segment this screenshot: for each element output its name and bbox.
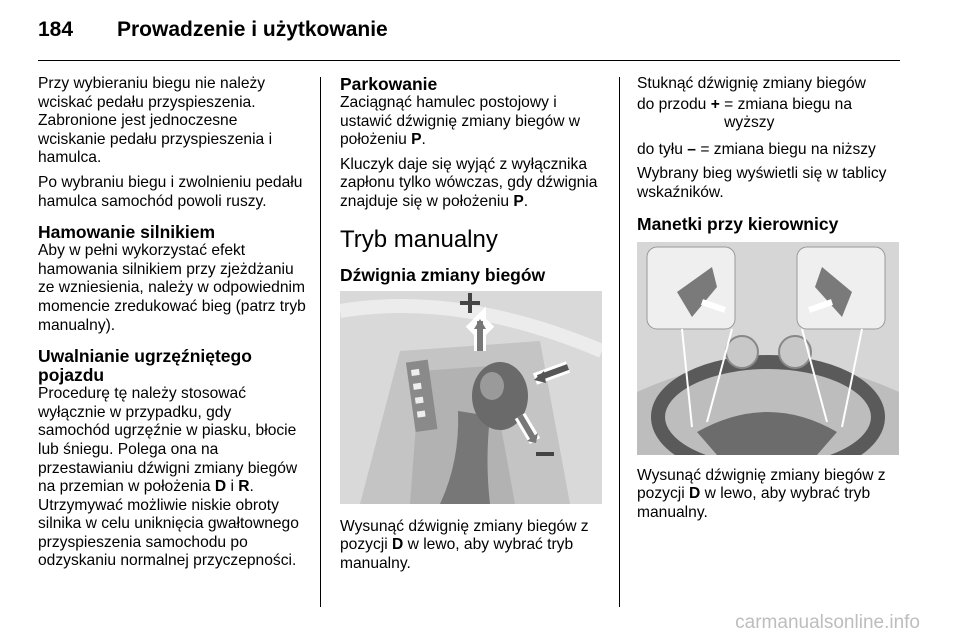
- paragraph-gear-selection: Przy wybieraniu biegu nie należy wciskać pedału przyspieszenia. Zabronione jest jednoczesne wciskanie pedału przyspieszenia i hamulca.: [38, 75, 273, 167]
- watermark: carmanualsonline.info: [735, 612, 920, 633]
- paddles-caption: Wysunąć dźwignię zmiany biegów z pozycji D w lewo, aby wybrać tryb manualny.: [637, 466, 886, 521]
- display-text: Wybrany bieg wyświetli się w tablicy wskaźników.: [637, 165, 887, 201]
- rocking-text: Procedurę tę należy stosować wyłącznie w przypadku, gdy samochód ugrzęźnie w piasku, błocie lub śniegu. Polega ona na przestawianiu dźwigni zmiany biegów na przemian w położenia D i R. Utrzymywać możliwie niskie obroty silnika w celu uniknięcia gwałtownego przyspieszenia samochodu po odzyskaniu normalnej przyczepności.: [38, 385, 299, 570]
- upshift-result: = zmiana biegu na wyższy: [724, 95, 853, 132]
- key-text: Kluczyk daje się wyjąć z wyłącznika zapłonu tylko wówczas, gdy dźwignia znajduje się w położeniu P.: [340, 155, 598, 210]
- rocking-heading: Uwalnianie ugrzęźniętego pojazdu: [38, 346, 252, 386]
- paragraph-creep: Po wybraniu biegu i zwolnieniu pedału hamulca samochód powoli ruszy.: [38, 173, 303, 210]
- engine-braking-text: Aby w pełni wykorzystać efekt hamowania silnikiem przy zjeżdżaniu ze wzniesienia, należy w odpowiednim momencie zredukować bieg (patrz tryb manualny).: [38, 242, 306, 334]
- column-divider-1: [320, 77, 321, 607]
- gear-lever-caption: Wysunąć dźwignię zmiany biegów z pozycji D w lewo, aby wybrać tryb manualny.: [340, 517, 589, 572]
- plus-icon: +: [710, 95, 720, 113]
- downshift-result: = zmiana biegu na niższy: [700, 140, 876, 158]
- page-title: Prowadzenie i użytkowanie: [117, 18, 388, 41]
- minus-icon: –: [687, 140, 696, 158]
- page-number: 184: [38, 18, 74, 41]
- column-2: [340, 75, 610, 579]
- engine-braking-heading: Hamowanie silnikiem: [38, 222, 216, 243]
- back-text: do tyłu: [637, 140, 683, 158]
- column-1: [38, 75, 306, 577]
- downshift-row: [637, 141, 902, 160]
- header-rule: [38, 60, 900, 61]
- parking-heading: Parkowanie: [340, 74, 438, 94]
- forward-text: do przodu: [637, 95, 707, 113]
- gear-lever-illustration: [340, 291, 602, 504]
- gear-lever-heading: Dźwignia zmiany biegów: [340, 264, 546, 285]
- manual-mode-heading: Tryb manualny: [340, 225, 498, 253]
- column-divider-2: [619, 77, 620, 607]
- column-3: [637, 75, 902, 528]
- parking-text: Zaciągnąć hamulec postojowy i ustawić dźwignię zmiany biegów w położeniu P.: [340, 94, 581, 149]
- steering-paddles-illustration: [637, 242, 899, 455]
- upshift-row: [637, 96, 902, 133]
- paddles-heading: Manetki przy kierownicy: [637, 213, 839, 234]
- tap-lever-text: Stuknąć dźwignię zmiany biegów: [637, 75, 866, 92]
